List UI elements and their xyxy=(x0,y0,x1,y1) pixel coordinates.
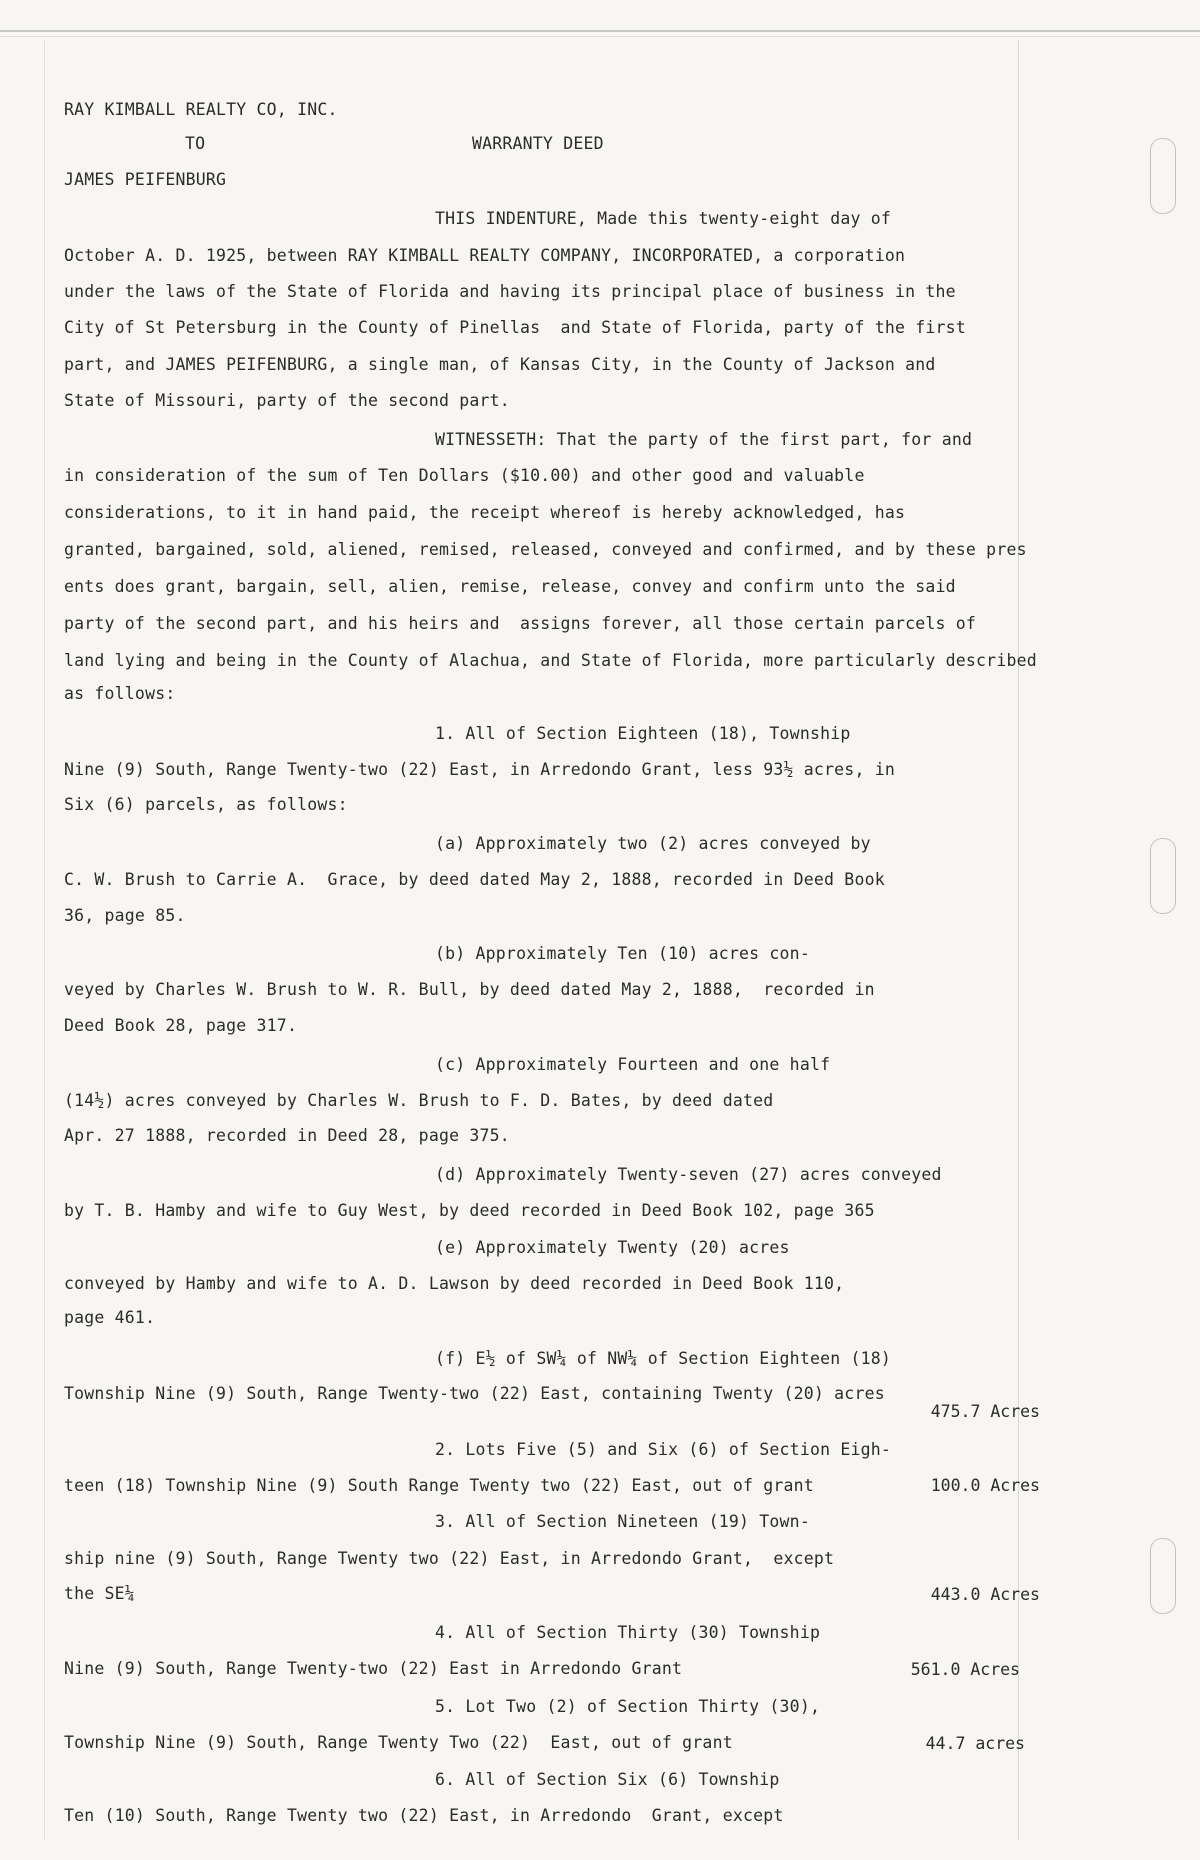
parcel-line: Six (6) parcels, as follows: xyxy=(64,795,348,814)
parcel-line: Nine (9) South, Range Twenty-two (22) East in Arredondo Grant xyxy=(64,1659,683,1678)
parcel-line: C. W. Brush to Carrie A. Grace, by deed dated May 2, 1888, recorded in Deed Book xyxy=(64,870,885,889)
parcel-line: Ten (10) South, Range Twenty two (22) East, in Arredondo Grant, except xyxy=(64,1806,784,1825)
parcel-line: ship nine (9) South, Range Twenty two (22) East, in Arredondo Grant, except xyxy=(64,1549,835,1568)
body-line: in consideration of the sum of Ten Dollars ($10.00) and other good and valuable xyxy=(64,466,865,485)
acreage-value: 561.0 Acres xyxy=(910,1660,1020,1679)
body-line: party of the second part, and his heirs and assigns forever, all those certain parcels of xyxy=(64,614,977,633)
parcel-line: Apr. 27 1888, recorded in Deed 28, page 375. xyxy=(64,1126,510,1145)
left-margin-rule xyxy=(44,40,45,1840)
parcel-line: conveyed by Hamby and wife to A. D. Lawson by deed recorded in Deed Book 110, xyxy=(64,1274,845,1293)
parcel-line: (f) E½ of SW¼ of NW¼ of Section Eighteen (18) xyxy=(435,1349,892,1368)
to-label: TO xyxy=(185,134,206,153)
grantor-name: RAY KIMBALL REALTY CO, INC. xyxy=(64,100,338,119)
parcel-line: 2. Lots Five (5) and Six (6) of Section Eigh- xyxy=(435,1440,892,1459)
acreage-value: 100.0 Acres xyxy=(930,1476,1040,1495)
parcel-line: Nine (9) South, Range Twenty-two (22) East, in Arredondo Grant, less 93½ acres, in xyxy=(64,760,895,779)
body-line: considerations, to it in hand paid, the receipt whereof is hereby acknowledged, has xyxy=(64,503,906,522)
parcel-line: (d) Approximately Twenty-seven (27) acres conveyed xyxy=(435,1165,942,1184)
top-border xyxy=(0,30,1200,32)
binder-hole-bottom xyxy=(1150,1538,1176,1614)
body-line: as follows: xyxy=(64,684,176,703)
parcel-line: 3. All of Section Nineteen (19) Town- xyxy=(435,1512,810,1531)
body-line: WITNESSETH: That the party of the first part, for and xyxy=(435,430,973,449)
binder-hole-middle xyxy=(1150,838,1176,914)
parcel-line: Deed Book 28, page 317. xyxy=(64,1016,298,1035)
parcel-line: 36, page 85. xyxy=(64,906,186,925)
acreage-value: 475.7 Acres xyxy=(930,1402,1040,1421)
body-line: ents does grant, bargain, sell, alien, remise, release, convey and confirm unto the said xyxy=(64,577,956,596)
parcel-line: veyed by Charles W. Brush to W. R. Bull, by deed dated May 2, 1888, recorded in xyxy=(64,980,875,999)
body-line: part, and JAMES PEIFENBURG, a single man, of Kansas City, in the County of Jackson and xyxy=(64,355,936,374)
grantee-name: JAMES PEIFENBURG xyxy=(64,170,227,189)
parcel-line: teen (18) Township Nine (9) South Range Twenty two (22) East, out of grant xyxy=(64,1476,814,1495)
right-margin-rule xyxy=(1018,40,1019,1840)
top-border-secondary xyxy=(0,36,1200,37)
parcel-line: (b) Approximately Ten (10) acres con- xyxy=(435,944,810,963)
parcel-line: 6. All of Section Six (6) Township xyxy=(435,1770,780,1789)
parcel-line: 1. All of Section Eighteen (18), Township xyxy=(435,724,851,743)
document-title: WARRANTY DEED xyxy=(472,134,604,153)
parcel-line: page 461. xyxy=(64,1308,156,1327)
body-line: City of St Petersburg in the County of Pinellas and State of Florida, party of the first xyxy=(64,318,966,337)
parcel-line: (14½) acres conveyed by Charles W. Brush to F. D. Bates, by deed dated xyxy=(64,1091,774,1110)
acreage-value: 44.7 acres xyxy=(925,1734,1025,1753)
body-line: land lying and being in the County of Alachua, and State of Florida, more particularly described xyxy=(64,651,1037,670)
parcel-line: 4. All of Section Thirty (30) Township xyxy=(435,1623,821,1642)
body-line: THIS INDENTURE, Made this twenty-eight day of xyxy=(435,209,892,228)
parcel-line: Township Nine (9) South, Range Twenty Two (22) East, out of grant xyxy=(64,1733,733,1752)
parcel-line: the SE¼ xyxy=(64,1584,135,1603)
body-line: granted, bargained, sold, aliened, remised, released, conveyed and confirmed, and by these pres xyxy=(64,540,1027,559)
body-line: under the laws of the State of Florida and having its principal place of business in the xyxy=(64,282,956,301)
parcel-line: by T. B. Hamby and wife to Guy West, by deed recorded in Deed Book 102, page 365 xyxy=(64,1201,875,1220)
parcel-line: (c) Approximately Fourteen and one half xyxy=(435,1055,831,1074)
parcel-line: 5. Lot Two (2) of Section Thirty (30), xyxy=(435,1697,821,1716)
body-line: October A. D. 1925, between RAY KIMBALL REALTY COMPANY, INCORPORATED, a corporation xyxy=(64,246,906,265)
parcel-line: (a) Approximately two (2) acres conveyed by xyxy=(435,834,871,853)
body-line: State of Missouri, party of the second part. xyxy=(64,391,510,410)
parcel-line: Township Nine (9) South, Range Twenty-two (22) East, containing Twenty (20) acres xyxy=(64,1384,885,1403)
parcel-line: (e) Approximately Twenty (20) acres xyxy=(435,1238,790,1257)
acreage-value: 443.0 Acres xyxy=(930,1585,1040,1604)
binder-hole-top xyxy=(1150,138,1176,214)
